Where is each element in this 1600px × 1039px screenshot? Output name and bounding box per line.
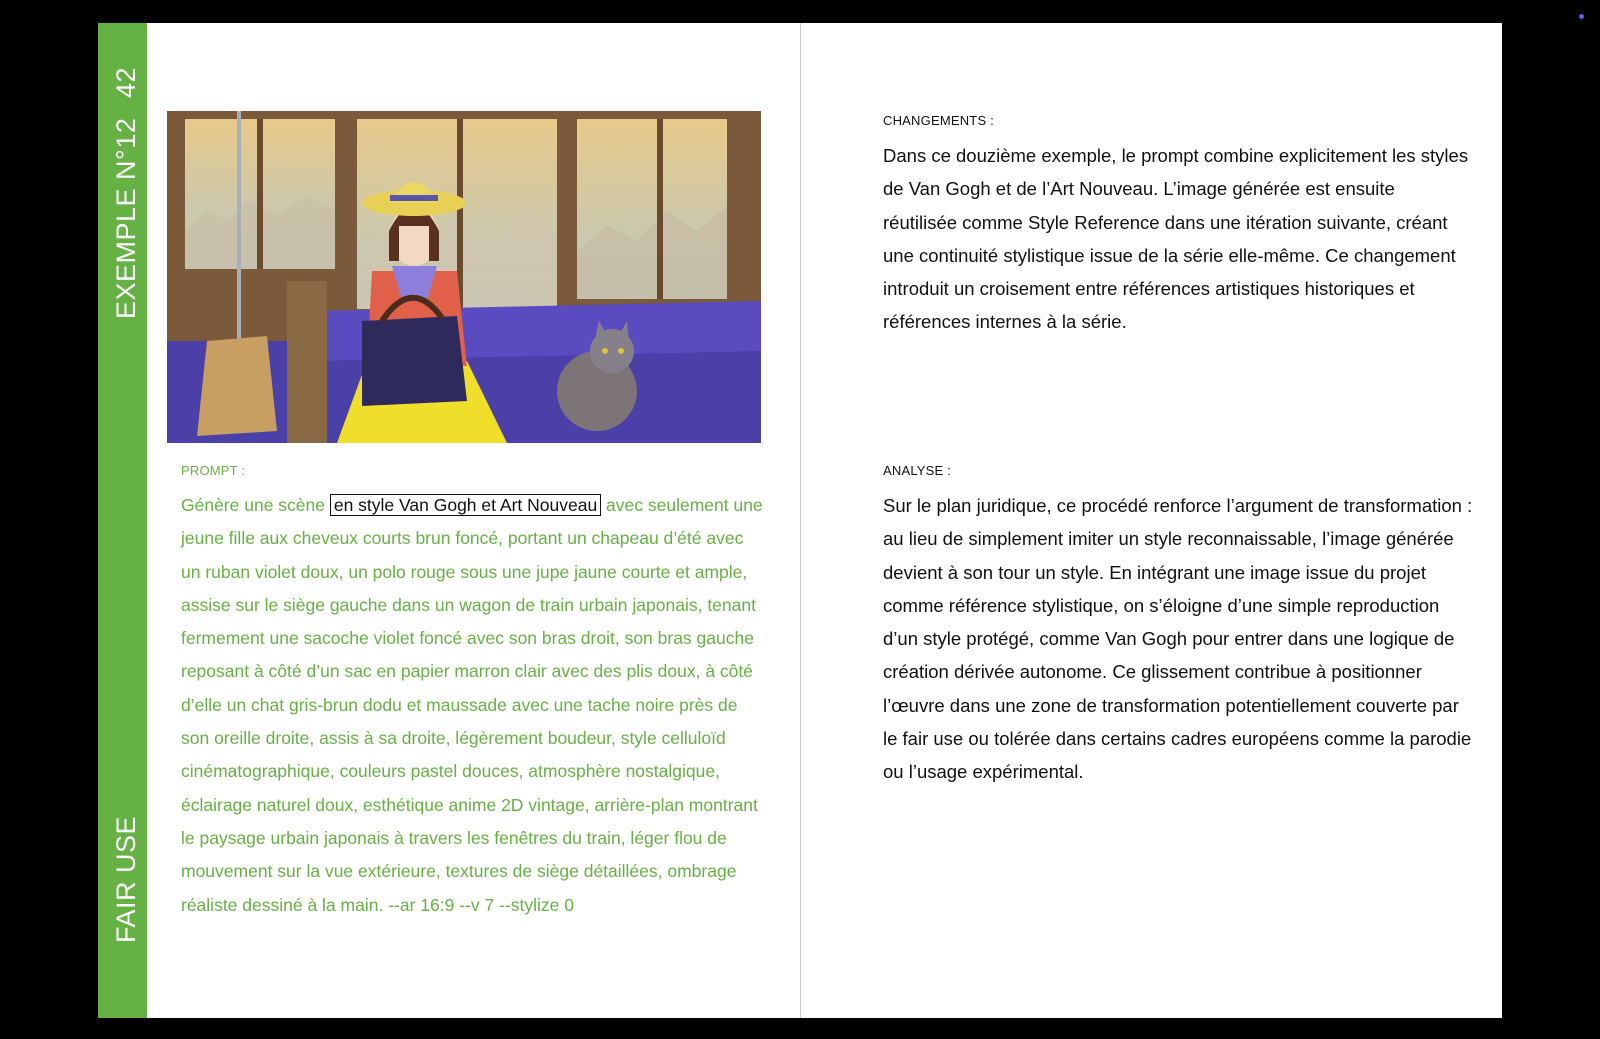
changes-text: Dans ce douzième exemple, le prompt combine explicitement les styles de Van Gogh et de l’Art Nouveau. L’image générée est ensuite réutilisée comme Style Reference dans une itération suivante, créant une continuité stylistique issue de la série elle-même. Ce changement introduit un croisement entre références artistiques historiques et références internes à la série. <box>883 145 1469 333</box>
prompt-label: PROMPT : <box>181 463 246 478</box>
prompt-text <box>181 489 766 922</box>
prompt-highlight: en style Van Gogh et Art Nouveau <box>330 494 601 516</box>
example-title: EXEMPLE N°12 <box>111 117 141 319</box>
side-band <box>98 23 147 1018</box>
illustration-image <box>167 111 761 443</box>
status-dot <box>1579 14 1584 19</box>
illustration-icon <box>167 111 761 443</box>
section-title: FAIR USE <box>111 815 141 943</box>
page-number: 42 <box>111 66 141 98</box>
analysis-label: ANALYSE : <box>883 463 952 478</box>
prompt-text-start: Génère une scène <box>181 495 330 515</box>
analysis-text: Sur le plan juridique, ce procédé renforce l’argument de transformation : au lieu de simplement imiter un style reconnaissable, l’image générée devient à son tour un style. En intégrant une image issue du projet comme référence stylistique, on s’éloigne d’une simple reproduction d’un style protégé, comme Van Gogh pour entrer dans une logique de création dérivée autonome. Ce glissement contribue à positionner l’œuvre dans une zone de transformation potentiellement couverte par le fair use ou tolérée dans certains cadres européens comme la parodie ou l’usage expérimental. <box>883 495 1473 783</box>
changes-label: CHANGEMENTS : <box>883 113 994 128</box>
book-spread <box>98 23 1502 1018</box>
prompt-text-rest: avec seulement une jeune fille aux cheveux courts brun foncé, portant un chapeau d’été avec un ruban violet doux, un polo rouge sous une jupe jaune courte et ample, assise sur le siège gauche dans un wagon de train urbain japonais, tenant fermement une sacoche violet foncé avec son bras droit, son bras gauche reposant à côté d’un sac en papier marron clair avec des plis doux, à côté d’elle un chat gris-brun dodu et maussade avec une tache noire près de son oreille droite, assis à sa droite, légèrement boudeur, style celluloïd cinématographique, couleurs pastel douces, atmosphère nostalgique, éclairage naturel doux, esthétique anime 2D vintage, arrière-plan montrant le paysage urbain japonais à travers les fenêtres du train, léger flou de mouvement sur la vue extérieure, textures de siège détaillées, ombrage réaliste dessiné à la main. --ar 16:9 --v 7 --stylize 0 <box>181 495 763 915</box>
page-gutter <box>800 23 801 1018</box>
